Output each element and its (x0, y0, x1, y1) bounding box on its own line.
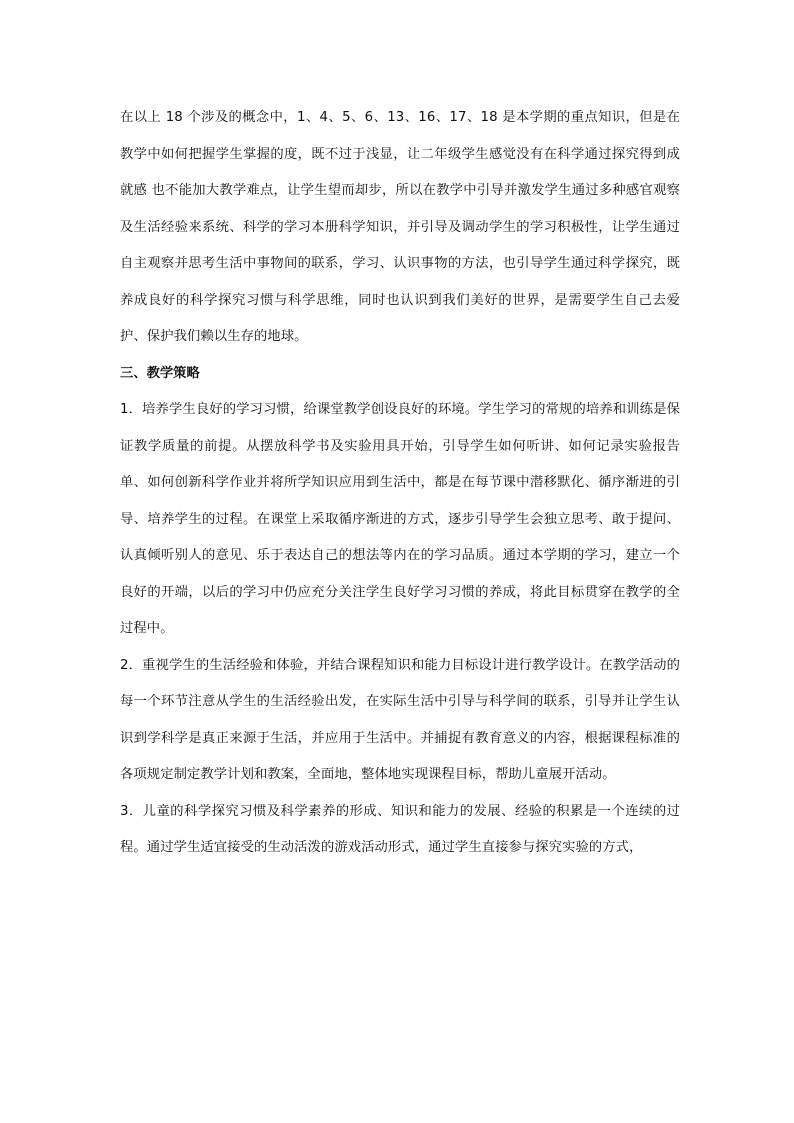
paragraph-concepts: 在以上 18 个涉及的概念中，1、4、5、6、13、16、17、18 是本学期的重点知识，但是在教学中如何把握学生掌握的度，既不过于浅显，让二年级学生感觉没有在科学通过探究得到成就感 也不能加大教学难点，让学生望而却步，所以在教学中引导并激发学生通过多种感官观察及生活经验来系统、科学的学习本册科学知识，并引导及调动学生的学习积极性，让学生通过自主观察并思考生活中事物间的联系，学习、认识事物的方法，也引导学生通过科学探究，既养成良好的科学探究习惯与科学思维，同时也认识到我们美好的世界，是需要学生自己去爱护、保护我们赖以生存的地球。 (120, 110, 680, 344)
paragraph-strategy-3: 3．儿童的科学探究习惯及科学素养的形成、知识和能力的发展、经验的积累是一个连续的过程。通过学生适宜接受的生动活泼的游戏活动形式，通过学生直接参与探究实验的方式， (120, 803, 680, 855)
document-body (120, 100, 680, 867)
paragraph-strategy-2: 2．重视学生的生活经验和体验，并结合课程知识和能力目标设计进行教学设计。在教学活动的每一个环节注意从学生的生活经验出发，在实际生活中引导与科学间的联系，引导并让学生认识到学科学是真正来源于生活，并应用于生活中。并捕捉有教育意义的内容，根据课程标准的各项规定制定教学计划和教案，全面地，整体地实现课程目标，帮助儿童展开活动。 (120, 657, 680, 782)
paragraph-strategy-1: 1．培养学生良好的学习习惯，给课堂教学创设良好的环境。学生学习的常规的培养和训练是保证教学质量的前提。从摆放科学书及实验用具开始，引导学生如何听讲、如何记录实验报告单、如何创新科学作业并将所学知识应用到生活中，都是在每节课中潜移默化、循序渐进的引导、培养学生的过程。在课堂上采取循序渐进的方式，逐步引导学生会独立思考、敢于提问、认真倾听别人的意见、乐于表达自己的想法等内在的学习品质。通过本学期的学习，建立一个良好的开端，以后的学习中仍应充分关注学生良好学习习惯的养成，将此目标贯穿在教学的全过程中。 (120, 402, 680, 636)
section-heading-teaching-strategy: 三、教学策略 (120, 365, 200, 381)
